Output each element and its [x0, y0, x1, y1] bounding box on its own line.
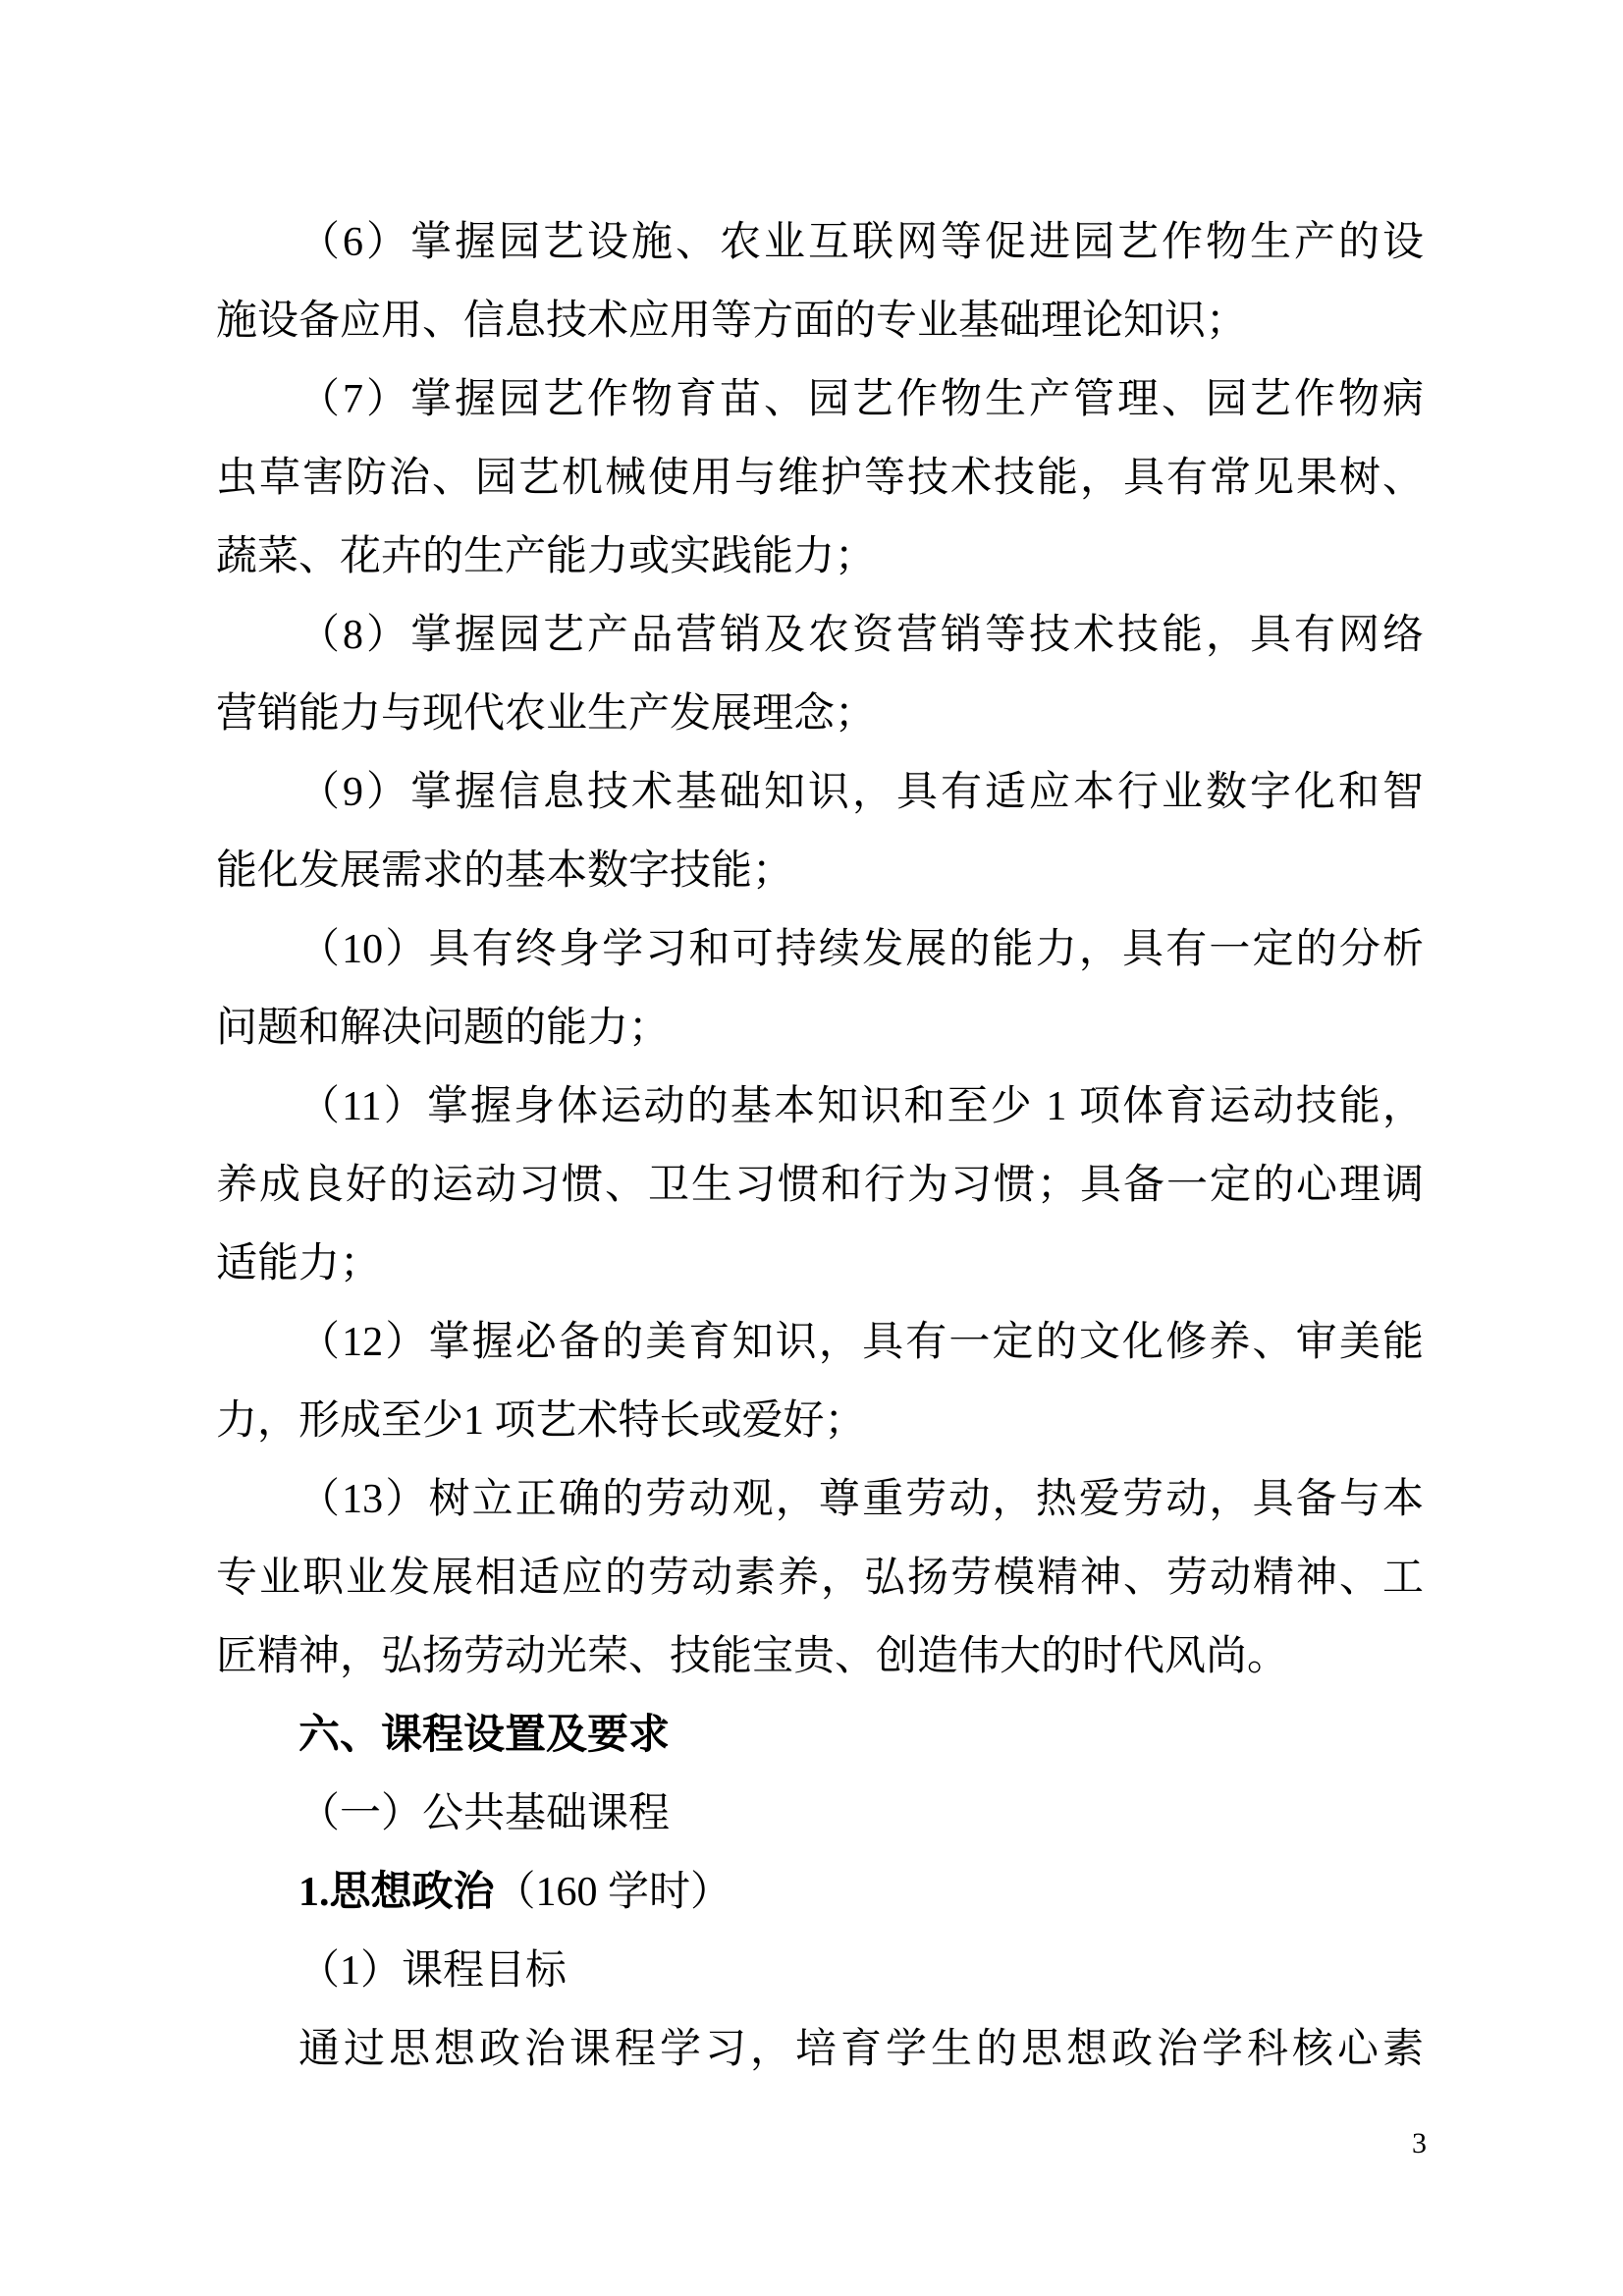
text-segment: 1.思想政治: [298, 1870, 495, 1915]
text-segment: 力，形成至少1 项艺术特长或爱好；: [216, 1398, 866, 1444]
text-body: [216, 203, 1424, 2089]
text-segment: 匠精神，弘扬劳动光荣、技能宝贵、创造伟大的时代风尚。: [216, 1634, 1289, 1679]
text-segment: 专业职业发展相适应的劳动素养，弘扬劳模精神、劳动精神、工: [216, 1556, 1424, 1601]
text-line: [216, 753, 1424, 832]
text-line: [216, 282, 1424, 360]
text-segment: 通过思想政治课程学习，培育学生的思想政治学科核心素: [298, 2027, 1424, 2072]
text-line: [216, 1539, 1424, 1617]
text-line: [216, 1225, 1424, 1303]
text-segment: （6）掌握园艺设施、农业互联网等促进园艺作物生产的设: [298, 220, 1424, 265]
text-segment: 蔬菜、花卉的生产能力或实践能力；: [216, 534, 877, 579]
text-segment: （13）树立正确的劳动观，尊重劳动，热爱劳动，具备与本: [298, 1477, 1424, 1522]
text-line: [216, 1775, 1424, 1853]
text-segment: 问题和解决问题的能力；: [216, 1006, 671, 1051]
text-line: [216, 360, 1424, 439]
text-segment: （160 学时）: [494, 1870, 732, 1915]
text-segment: （8）掌握园艺产品营销及农资营销等技术技能，具有网络: [298, 613, 1424, 658]
text-segment: 虫草害防治、园艺机械使用与维护等技术技能，具有常见果树、: [216, 456, 1424, 501]
text-segment: （11）掌握身体运动的基本知识和至少 1 项体育运动技能，: [298, 1084, 1424, 1129]
text-line: [216, 1146, 1424, 1225]
text-line: [216, 203, 1424, 282]
text-segment: 养成良好的运动习惯、卫生习惯和行为习惯；具备一定的心理调: [216, 1163, 1424, 1208]
text-line: [216, 1932, 1424, 2010]
text-segment: （12）掌握必备的美育知识，具有一定的文化修养、审美能: [298, 1320, 1424, 1365]
text-line: [216, 1853, 1424, 1932]
page-number: 3: [1412, 2127, 1427, 2159]
text-line: [216, 1382, 1424, 1460]
text-line: [216, 1696, 1424, 1775]
text-segment: （7）掌握园艺作物育苗、园艺作物生产管理、园艺作物病: [298, 377, 1424, 422]
text-line: [216, 1617, 1424, 1696]
text-segment: 营销能力与现代农业生产发展理念；: [216, 691, 877, 737]
text-line: [216, 2010, 1424, 2089]
text-segment: （1）课程目标: [298, 1948, 568, 1994]
text-line: [216, 1303, 1424, 1382]
text-line: [216, 1460, 1424, 1539]
text-line: [216, 989, 1424, 1067]
text-segment: （10）具有终身学习和可持续发展的能力，具有一定的分析: [298, 927, 1424, 972]
text-line: [216, 910, 1424, 989]
text-line: [216, 832, 1424, 910]
text-segment: （一）公共基础课程: [298, 1791, 671, 1836]
text-line: [216, 439, 1424, 518]
text-segment: 施设备应用、信息技术应用等方面的专业基础理论知识；: [216, 299, 1248, 344]
text-line: [216, 1067, 1424, 1146]
text-line: [216, 518, 1424, 596]
text-segment: （9）掌握信息技术基础知识，具有适应本行业数字化和智: [298, 770, 1424, 815]
text-segment: 适能力；: [216, 1241, 382, 1286]
text-line: [216, 675, 1424, 753]
text-segment: 能化发展需求的基本数字技能；: [216, 848, 794, 894]
text-segment: 六、课程设置及要求: [298, 1713, 671, 1758]
text-line: [216, 596, 1424, 675]
